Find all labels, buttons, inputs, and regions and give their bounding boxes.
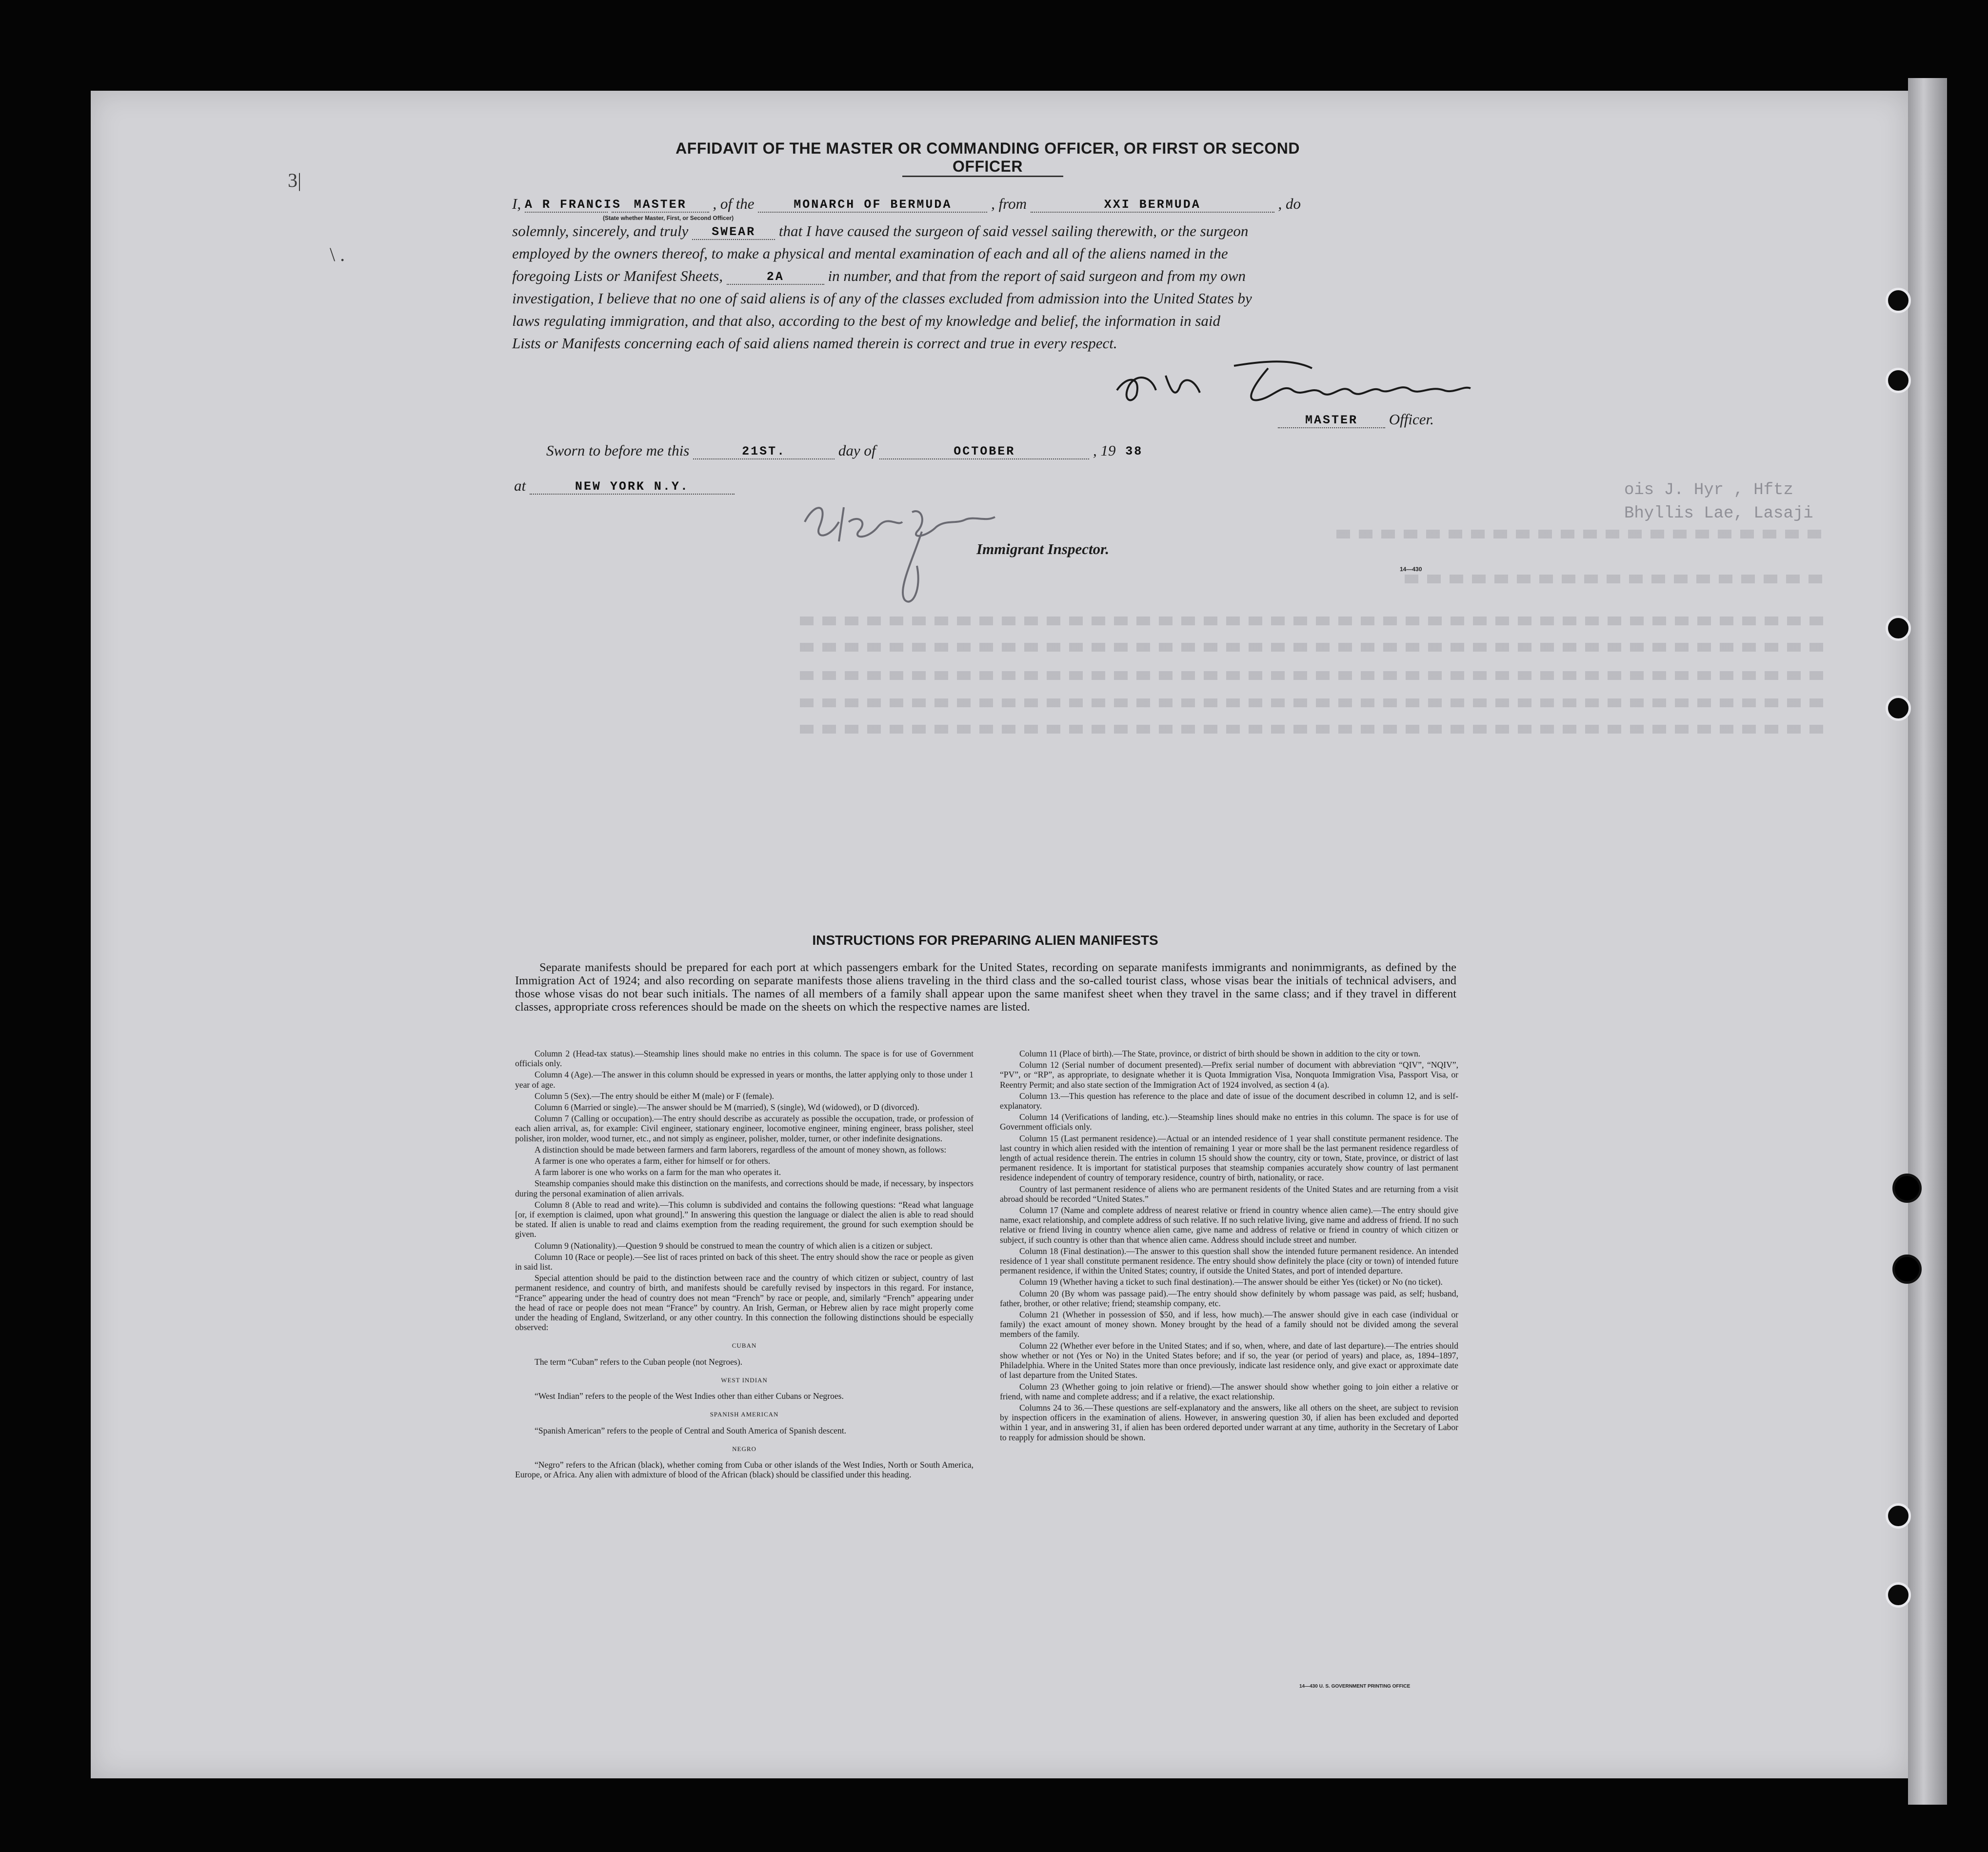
instruction-paragraph: Column 15 (Last permanent residence).—Actual or an intended residence of 1 year shall constitute permanent residence. The last country in which alien resided with the intention of remaining 1 year or more shall be the last permanent residence regardless of length of actual residence therein. The entries in column 15 should show the country, city or town, State, province, or district of last permanent residence. It is important for statistical purposes that steamship companies accurately show country of last permanent residence independent of country of temporary residence, country of birth, nationality, or race. <box>1000 1133 1458 1183</box>
at-line <box>514 477 735 495</box>
sworn-line <box>546 442 1149 459</box>
show-through-line <box>800 617 1824 625</box>
sworn-year: 38 <box>1125 444 1143 458</box>
instruction-paragraph: A farmer is one who operates a farm, either for himself or for others. <box>535 1156 771 1166</box>
instruction-paragraph: “Spanish American” refers to the people of Central and South America of Spanish descent. <box>535 1425 847 1435</box>
instruction-paragraph: Column 10 (Race or people).—See list of races printed on back of this sheet. The entry should show the race or people as given in said list. <box>515 1252 974 1272</box>
show-through-text: Bhyllis Lae, Lasaji <box>1624 504 1813 523</box>
rank-note: (State whether Master, First, or Second Officer) <box>603 215 734 221</box>
instruction-paragraph: Country of last permanent residence of aliens who are permanent residents of the United States and are returning from a visit abroad should be recorded “United States.” <box>1000 1184 1458 1204</box>
binder-hole <box>1886 368 1911 393</box>
instruction-paragraph: Column 18 (Final destination).—The answer to this question shall show the intended future permanent residence. An intended residence of 1 year shall constitute permanent residence. The entry should show definitely the place (city or town) of intended future permanent residence, if within the United States; country, if outside the United States, and port of intended departure. <box>1000 1246 1458 1276</box>
binder-hole <box>1886 1582 1911 1608</box>
sheet-count: 2A <box>727 270 824 285</box>
instruction-paragraph: Column 13.—This question has reference to the place and date of issue of the document described in column 12, and is self-explanatory. <box>1000 1091 1458 1111</box>
show-through-line <box>800 671 1824 680</box>
instruction-paragraph: Column 11 (Place of birth).—The State, province, or district of birth should be shown in addition to the city or town. <box>1019 1049 1421 1058</box>
vessel-name: MONARCH OF BERMUDA <box>758 198 987 213</box>
section-heading-west-indian: WEST INDIAN <box>721 1376 768 1384</box>
printing-office-mark: 14—430 U. S. GOVERNMENT PRINTING OFFICE <box>1299 1684 1411 1689</box>
sworn-month: OCTOBER <box>879 444 1089 459</box>
stray-mark: 3| <box>288 169 302 191</box>
instruction-paragraph: Column 22 (Whether ever before in the United States; and if so, when, where, and date of last departure).—The entries should show whether or not (Yes or No) in the United States before; and if so, the year (or period of years) and place, as, 1894–1897, Philadelphia. Where in the United States more than once previously, indicate last residence only, and give exact or approximate date of last departure from the United States. <box>1000 1340 1458 1380</box>
sworn-text: Sworn to before me this <box>546 442 690 459</box>
show-through-line <box>800 725 1824 734</box>
sworn-text: , 19 <box>1093 442 1116 459</box>
section-heading-cuban: CUBAN <box>732 1342 757 1350</box>
sworn-place: NEW YORK N.Y. <box>530 479 735 495</box>
binder-hole <box>1886 696 1911 721</box>
at-label: at <box>514 477 526 494</box>
affidavit-line-2 <box>512 222 1453 240</box>
instruction-paragraph: The term “Cuban” refers to the Cuban people (not Negroes). <box>535 1356 743 1367</box>
binder-hole <box>1886 288 1911 313</box>
instructions-right-column <box>1000 1049 1458 1444</box>
show-through-line <box>1405 575 1824 583</box>
instructions-intro: Separate manifests should be prepared for each port at which passengers embark for the United States, recording on separate manifests immigrants and nonimmigrants, as defined by the Immigration Act of 1924; and also recording on separate manifests those aliens traveling in the third class and the so-called tourist class, whose visas bear the initials of technical advisers, and those whose visas do not bear such initials. The names of all members of a family shall appear upon the same manifest sheet when they travel in the same class; and if they travel in different classes, appropriate cross references should be made on the sheets on which the respective names are listed. <box>515 961 1456 1014</box>
affidavit-text: that I have caused the surgeon of said vessel sailing therewith, or the surgeon <box>778 222 1249 239</box>
instruction-paragraph: Column 23 (Whether going to join relative or friend).—The answer should show whether going to join either a relative or friend, with name and complete address; and if a relative, the exact relationship. <box>1000 1381 1458 1401</box>
oath-type: SWEAR <box>692 225 775 240</box>
affidavit-text: , from <box>991 195 1027 212</box>
instruction-paragraph: Column 17 (Name and complete address of nearest relative or friend in country whence alien came).—The entry should give name, exact relationship, and complete address of such relative. If no such relative living, give name and address of friend. If no such relative or friend living in country whence alien came, give name and address of relative or friend in country of which citizen or subject, if such country is other than that whence alien came. Address should include street and number. <box>1000 1205 1458 1245</box>
instruction-paragraph: Column 21 (Whether in possession of $50, and if less, how much).—The answer should give in each case (individual or family) the exact amount of money shown. Money brought by the head of a family should not be divided among the several members of the family. <box>1000 1310 1458 1339</box>
section-heading-spanish-american: SPANISH AMERICAN <box>710 1411 779 1418</box>
instructions-left-column <box>515 1049 974 1481</box>
binder-hole <box>1886 616 1911 641</box>
show-through-line <box>800 698 1824 707</box>
affidavit-text: , of the <box>713 195 755 212</box>
affidavit-line-4 <box>512 267 1453 285</box>
affidavit-line-1 <box>512 195 1453 213</box>
master-signature <box>1107 356 1478 410</box>
sworn-text: day of <box>838 442 876 459</box>
instruction-paragraph: Column 20 (By whom was passage paid).—The entry should show definitely by whom passage was paid, as self; husband, father, brother, or other relative; friend; steamship company, etc. <box>1000 1288 1458 1308</box>
title-rule <box>902 176 1063 177</box>
show-through-line <box>800 643 1824 652</box>
binder-hole <box>1892 1174 1922 1203</box>
inspector-label: Immigrant Inspector. <box>976 540 1110 558</box>
affidavit-line-5: investigation, I believe that no one of said aliens is of any of the classes excluded from admission into the United States by <box>512 290 1252 307</box>
affidavit-text: in number, and that from the report of said surgeon and from my own <box>828 267 1246 284</box>
instruction-paragraph: “Negro” refers to the African (black), whether coming from Cuba or other islands of the West Indies, North or South America, Europe, or Africa. Any alien with admixture of blood of the African (black) should be classified under this heading. <box>515 1459 974 1480</box>
show-through-text: ois J. Hyr , Hftz <box>1624 481 1793 499</box>
officer-rank: MASTER <box>1278 413 1385 428</box>
affidavit-text: I, <box>512 195 521 212</box>
stray-mark: \ . <box>330 243 345 265</box>
instruction-paragraph: A farm laborer is one who works on a farm for the man who operates it. <box>535 1167 781 1177</box>
affidavit-line-6: laws regulating immigration, and that also, according to the best of my knowledge and belief, the information in said <box>512 312 1221 329</box>
affidavit-line-7: Lists or Manifests concerning each of said aliens named therein is correct and true in every respect. <box>512 335 1117 352</box>
instruction-paragraph: Special attention should be paid to the distinction between race and the country of which citizen or subject, country of last permanent residence, and country of birth, and manifests should be carefully revised by inspectors in this regard. For instance, “France” appearing under the head of country does not mean “French” by race or people, and, similarly “French” appearing under the head of race or people does not mean “France” by country. An Irish, German, or Hebrew alien by race might properly come under the heading of England, Switzerland, or any other country. In this connection the following distinctions should be especially observed: <box>515 1273 974 1333</box>
officer-label: Officer. <box>1389 411 1434 428</box>
instructions-title: INSTRUCTIONS FOR PREPARING ALIEN MANIFESTS <box>812 933 1158 948</box>
sworn-day: 21ST. <box>693 444 835 459</box>
master-rank: MASTER <box>612 198 709 213</box>
instruction-paragraph: Column 6 (Married or single).—The answer should be M (married), S (single), Wd (widowed), or D (divorced). <box>535 1102 919 1113</box>
instruction-paragraph: Steamship companies should make this distinction on the manifests, and corrections should be made, if necessary, by inspectors during the personal examination of alien arrivals. <box>515 1178 974 1198</box>
binder-hole <box>1892 1255 1922 1284</box>
binder-hole <box>1886 1503 1911 1529</box>
affidavit-text: , do <box>1278 195 1301 212</box>
instruction-paragraph: Column 9 (Nationality).—Question 9 should be construed to mean the country of which alien is a citizen or subject. <box>535 1240 933 1251</box>
show-through-line <box>1336 530 1824 538</box>
instruction-paragraph: Column 2 (Head-tax status).—Steamship lines should make no entries in this column. The space is for use of Government officials only. <box>515 1049 974 1069</box>
instruction-paragraph: Column 19 (Whether having a ticket to such final destination).—The answer should be either Yes (ticket) or No (no ticket). <box>1019 1277 1443 1287</box>
master-name: A R FRANCIS <box>524 198 621 212</box>
instruction-paragraph: A distinction should be made between farmers and farm laborers, regardless of the amount of money shown, as follows: <box>535 1144 947 1155</box>
affidavit-line-3: employed by the owners thereof, to make a physical and mental examination of each and all of the aliens named in the <box>512 245 1228 262</box>
instruction-paragraph: Column 14 (Verifications of landing, etc.).—Steamship lines should make no entries in this column. The space is for use of Government officials only. <box>1000 1112 1458 1132</box>
instruction-paragraph: Column 5 (Sex).—The entry should be either M (male) or F (female). <box>535 1091 775 1101</box>
instruction-paragraph: Columns 24 to 36.—These questions are self-explanatory and the answers, like all others on the sheet, are subject to revision by inspection officers in the examination of aliens. However, in answering question 30, if alien has been excluded and deported within 1 year, and in answering 31, if alien has been ordered deported under warrant at any time, authority in the Secretary of Labor to reapply for admission should be shown. <box>1000 1402 1458 1442</box>
inspector-signature <box>800 493 1005 605</box>
instruction-paragraph: Column 4 (Age).—The answer in this column should be expressed in years or months, the latter applying only to those under 1 year of age. <box>515 1070 974 1090</box>
affidavit-title: AFFIDAVIT OF THE MASTER OR COMMANDING OFFICER, OR FIRST OR SECOND OFFICER <box>676 139 1300 175</box>
instruction-paragraph: Column 8 (Able to read and write).—This column is subdivided and contains the following questions: “Read what language [or, if exemption is claimed, upon what ground].” In answering this question the language or dialect the alien is able to read should be stated. If alien is unable to read and claims exemption from the reading requirement, the ground for such exemption should be given. <box>515 1199 974 1239</box>
form-number: 14—430 <box>1400 566 1422 573</box>
affidavit-text: foregoing Lists or Manifest Sheets, <box>512 267 723 284</box>
affidavit-text: solemnly, sincerely, and truly <box>512 222 689 239</box>
section-heading-negro: NEGRO <box>732 1445 756 1453</box>
instruction-paragraph: “West Indian” refers to the people of the West Indies other than either Cubans or Negroes. <box>535 1391 844 1401</box>
instruction-paragraph: Column 12 (Serial number of document presented).—Prefix serial number of document with abbreviation “QIV”, “NQIV”, “PV”, or “RP”, as appropriate, to designate whether it is Quota Immigration Visa, Nonquota Immigration Visa, Passport Visa, or Reentry Permit; and also state section of the Immigration Act of 1924 involved, as section 4 (a). <box>1000 1060 1458 1090</box>
departure-port: XXI BERMUDA <box>1031 198 1274 213</box>
page-edge <box>1908 78 1947 1805</box>
instruction-paragraph: Column 7 (Calling or occupation).—The entry should describe as accurately as possible the occupation, trade, or profession of each alien arrival, as, for example: Civil engineer, stationary engineer, locomotive engineer, mining engineer, brass polisher, steel polisher, iron molder, wood turner, etc., and not simply as engineer, polisher, molder, turner, or other indefinite designations. <box>515 1114 974 1143</box>
officer-line <box>1278 411 1434 428</box>
